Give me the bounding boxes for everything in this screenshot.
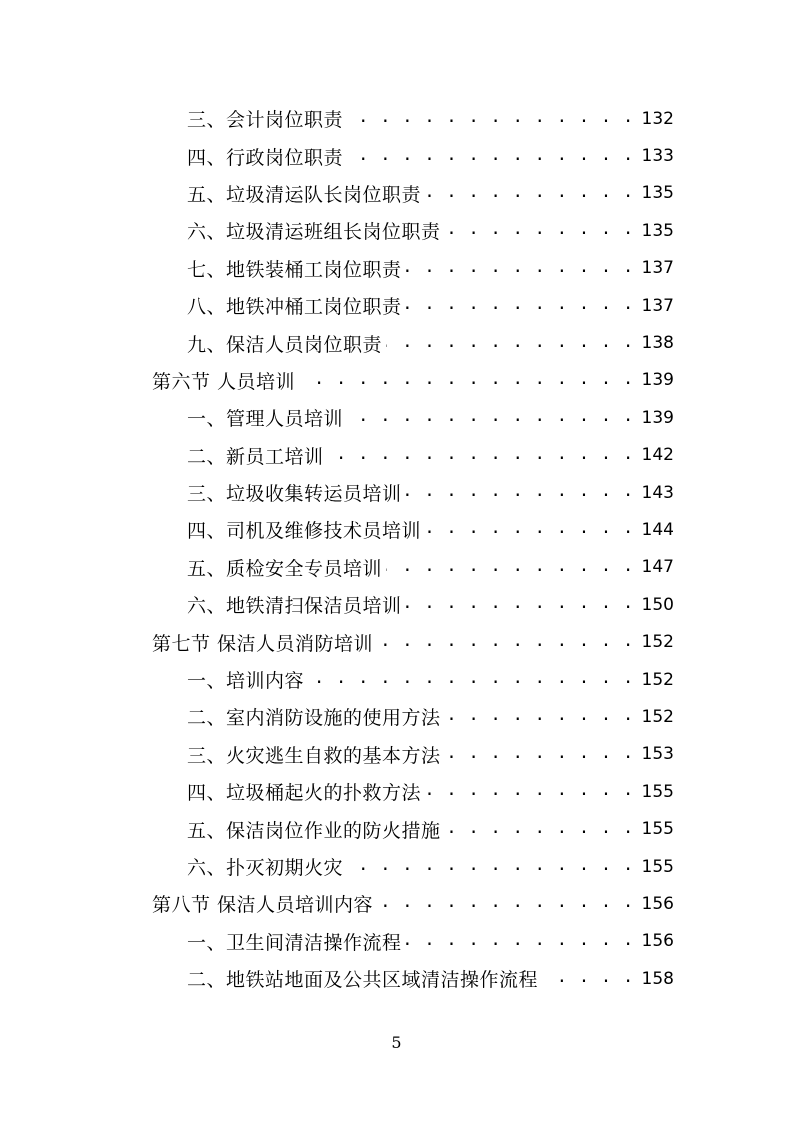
- toc-leader-dots: [406, 259, 634, 278]
- toc-section[interactable]: [0, 623, 793, 660]
- toc-leader-dots: [425, 184, 634, 203]
- toc-entry-label: 三、会计岗位职责: [187, 105, 347, 132]
- toc-entry-page: 135: [641, 220, 674, 241]
- toc-leader-dots: [406, 595, 634, 614]
- toc-entry-label: 四、司机及维修技术员培训: [187, 516, 425, 543]
- toc-entry[interactable]: [0, 137, 793, 174]
- toc-entry-label: 六、地铁清扫保洁员培训: [187, 591, 406, 618]
- toc-entry-label: 四、垃圾桶起火的扑救方法: [187, 778, 425, 805]
- toc-entry-page: 139: [641, 407, 674, 428]
- toc-entry[interactable]: [0, 100, 793, 137]
- toc-entry[interactable]: [0, 923, 793, 960]
- toc-section-page: 156: [641, 893, 674, 914]
- toc-entry-label: 五、质检安全专员培训: [187, 554, 386, 581]
- toc-section-label: 第六节 人员培训: [152, 367, 299, 394]
- toc-entry-label: 八、地铁冲桶工岗位职责: [187, 292, 406, 319]
- toc-entry-label: 二、地铁站地面及公共区域清洁操作流程: [187, 965, 542, 992]
- toc-leader-dots: [445, 820, 634, 839]
- toc-leader-dots: [406, 483, 634, 502]
- toc-entry-page: 155: [641, 819, 674, 840]
- toc-entry[interactable]: [0, 250, 793, 287]
- toc-section[interactable]: [0, 362, 793, 399]
- toc-leader-dots: [406, 296, 634, 315]
- toc-entry-label: 一、管理人员培训: [187, 404, 347, 431]
- toc-entry[interactable]: [0, 810, 793, 847]
- toc-entry-page: 147: [641, 557, 674, 578]
- toc-entry-page: 144: [641, 519, 674, 540]
- toc-leader-dots: [308, 670, 634, 689]
- toc-entry-page: 150: [641, 594, 674, 615]
- toc-entry-label: 四、行政岗位职责: [187, 143, 347, 170]
- toc-entry-page: 153: [641, 744, 674, 765]
- table-of-contents: [0, 100, 793, 997]
- toc-entry[interactable]: [0, 437, 793, 474]
- toc-entry-page: 137: [641, 295, 674, 316]
- toc-entry-page: 155: [641, 781, 674, 802]
- toc-entry[interactable]: [0, 474, 793, 511]
- toc-entry-label: 三、火灾逃生自救的基本方法: [187, 741, 445, 768]
- toc-section[interactable]: [0, 885, 793, 922]
- toc-entry[interactable]: [0, 698, 793, 735]
- toc-leader-dots: [445, 221, 634, 240]
- page-number: 5: [391, 1033, 402, 1052]
- toc-entry[interactable]: [0, 586, 793, 623]
- toc-entry-label: 六、扑灭初期火灾: [187, 853, 347, 880]
- toc-entry-page: 135: [641, 183, 674, 204]
- toc-leader-dots: [328, 446, 634, 465]
- toc-entry-label: 一、卫生间清洁操作流程: [187, 928, 406, 955]
- toc-leader-dots: [542, 969, 634, 988]
- toc-leader-dots: [299, 371, 634, 390]
- toc-entry[interactable]: [0, 511, 793, 548]
- toc-leader-dots: [386, 334, 634, 353]
- toc-entry-page: 132: [641, 108, 674, 129]
- toc-leader-dots: [347, 857, 634, 876]
- toc-leader-dots: [377, 894, 634, 913]
- toc-entry-label: 二、室内消防设施的使用方法: [187, 703, 445, 730]
- toc-entry[interactable]: [0, 287, 793, 324]
- toc-entry[interactable]: [0, 549, 793, 586]
- toc-leader-dots: [406, 932, 634, 951]
- toc-entry[interactable]: [0, 736, 793, 773]
- toc-entry-label: 七、地铁装桶工岗位职责: [187, 255, 406, 282]
- toc-entry-page: 155: [641, 856, 674, 877]
- toc-leader-dots: [445, 707, 634, 726]
- toc-entry-page: 143: [641, 482, 674, 503]
- toc-entry-page: 152: [641, 669, 674, 690]
- toc-entry-page: 142: [641, 445, 674, 466]
- toc-section-label: 第七节 保洁人员消防培训: [152, 629, 377, 656]
- toc-entry-page: 158: [641, 968, 674, 989]
- toc-entry[interactable]: [0, 324, 793, 361]
- toc-entry[interactable]: [0, 399, 793, 436]
- toc-entry-label: 一、培训内容: [187, 666, 308, 693]
- toc-entry-label: 三、垃圾收集转运员培训: [187, 479, 406, 506]
- toc-leader-dots: [445, 745, 634, 764]
- toc-entry-label: 五、垃圾清运队长岗位职责: [187, 180, 425, 207]
- toc-leader-dots: [386, 558, 634, 577]
- toc-entry-label: 五、保洁岗位作业的防火措施: [187, 816, 445, 843]
- toc-section-page: 139: [641, 370, 674, 391]
- toc-entry-page: 152: [641, 706, 674, 727]
- toc-entry-page: 137: [641, 258, 674, 279]
- toc-entry-label: 六、垃圾清运班组长岗位职责: [187, 217, 445, 244]
- toc-entry-label: 二、新员工培训: [187, 442, 328, 469]
- toc-entry[interactable]: [0, 212, 793, 249]
- toc-entry-label: 九、保洁人员岗位职责: [187, 330, 386, 357]
- toc-entry[interactable]: [0, 661, 793, 698]
- toc-leader-dots: [347, 109, 634, 128]
- toc-leader-dots: [347, 408, 634, 427]
- toc-entry[interactable]: [0, 175, 793, 212]
- toc-leader-dots: [347, 147, 634, 166]
- toc-leader-dots: [377, 633, 634, 652]
- toc-entry-page: 138: [641, 333, 674, 354]
- toc-section-label: 第八节 保洁人员培训内容: [152, 890, 377, 917]
- toc-leader-dots: [425, 782, 634, 801]
- toc-leader-dots: [425, 520, 634, 539]
- toc-entry[interactable]: [0, 773, 793, 810]
- toc-section-page: 152: [641, 632, 674, 653]
- toc-entry-page: 133: [641, 146, 674, 167]
- toc-entry-page: 156: [641, 931, 674, 952]
- toc-entry[interactable]: [0, 848, 793, 885]
- toc-entry[interactable]: [0, 960, 793, 997]
